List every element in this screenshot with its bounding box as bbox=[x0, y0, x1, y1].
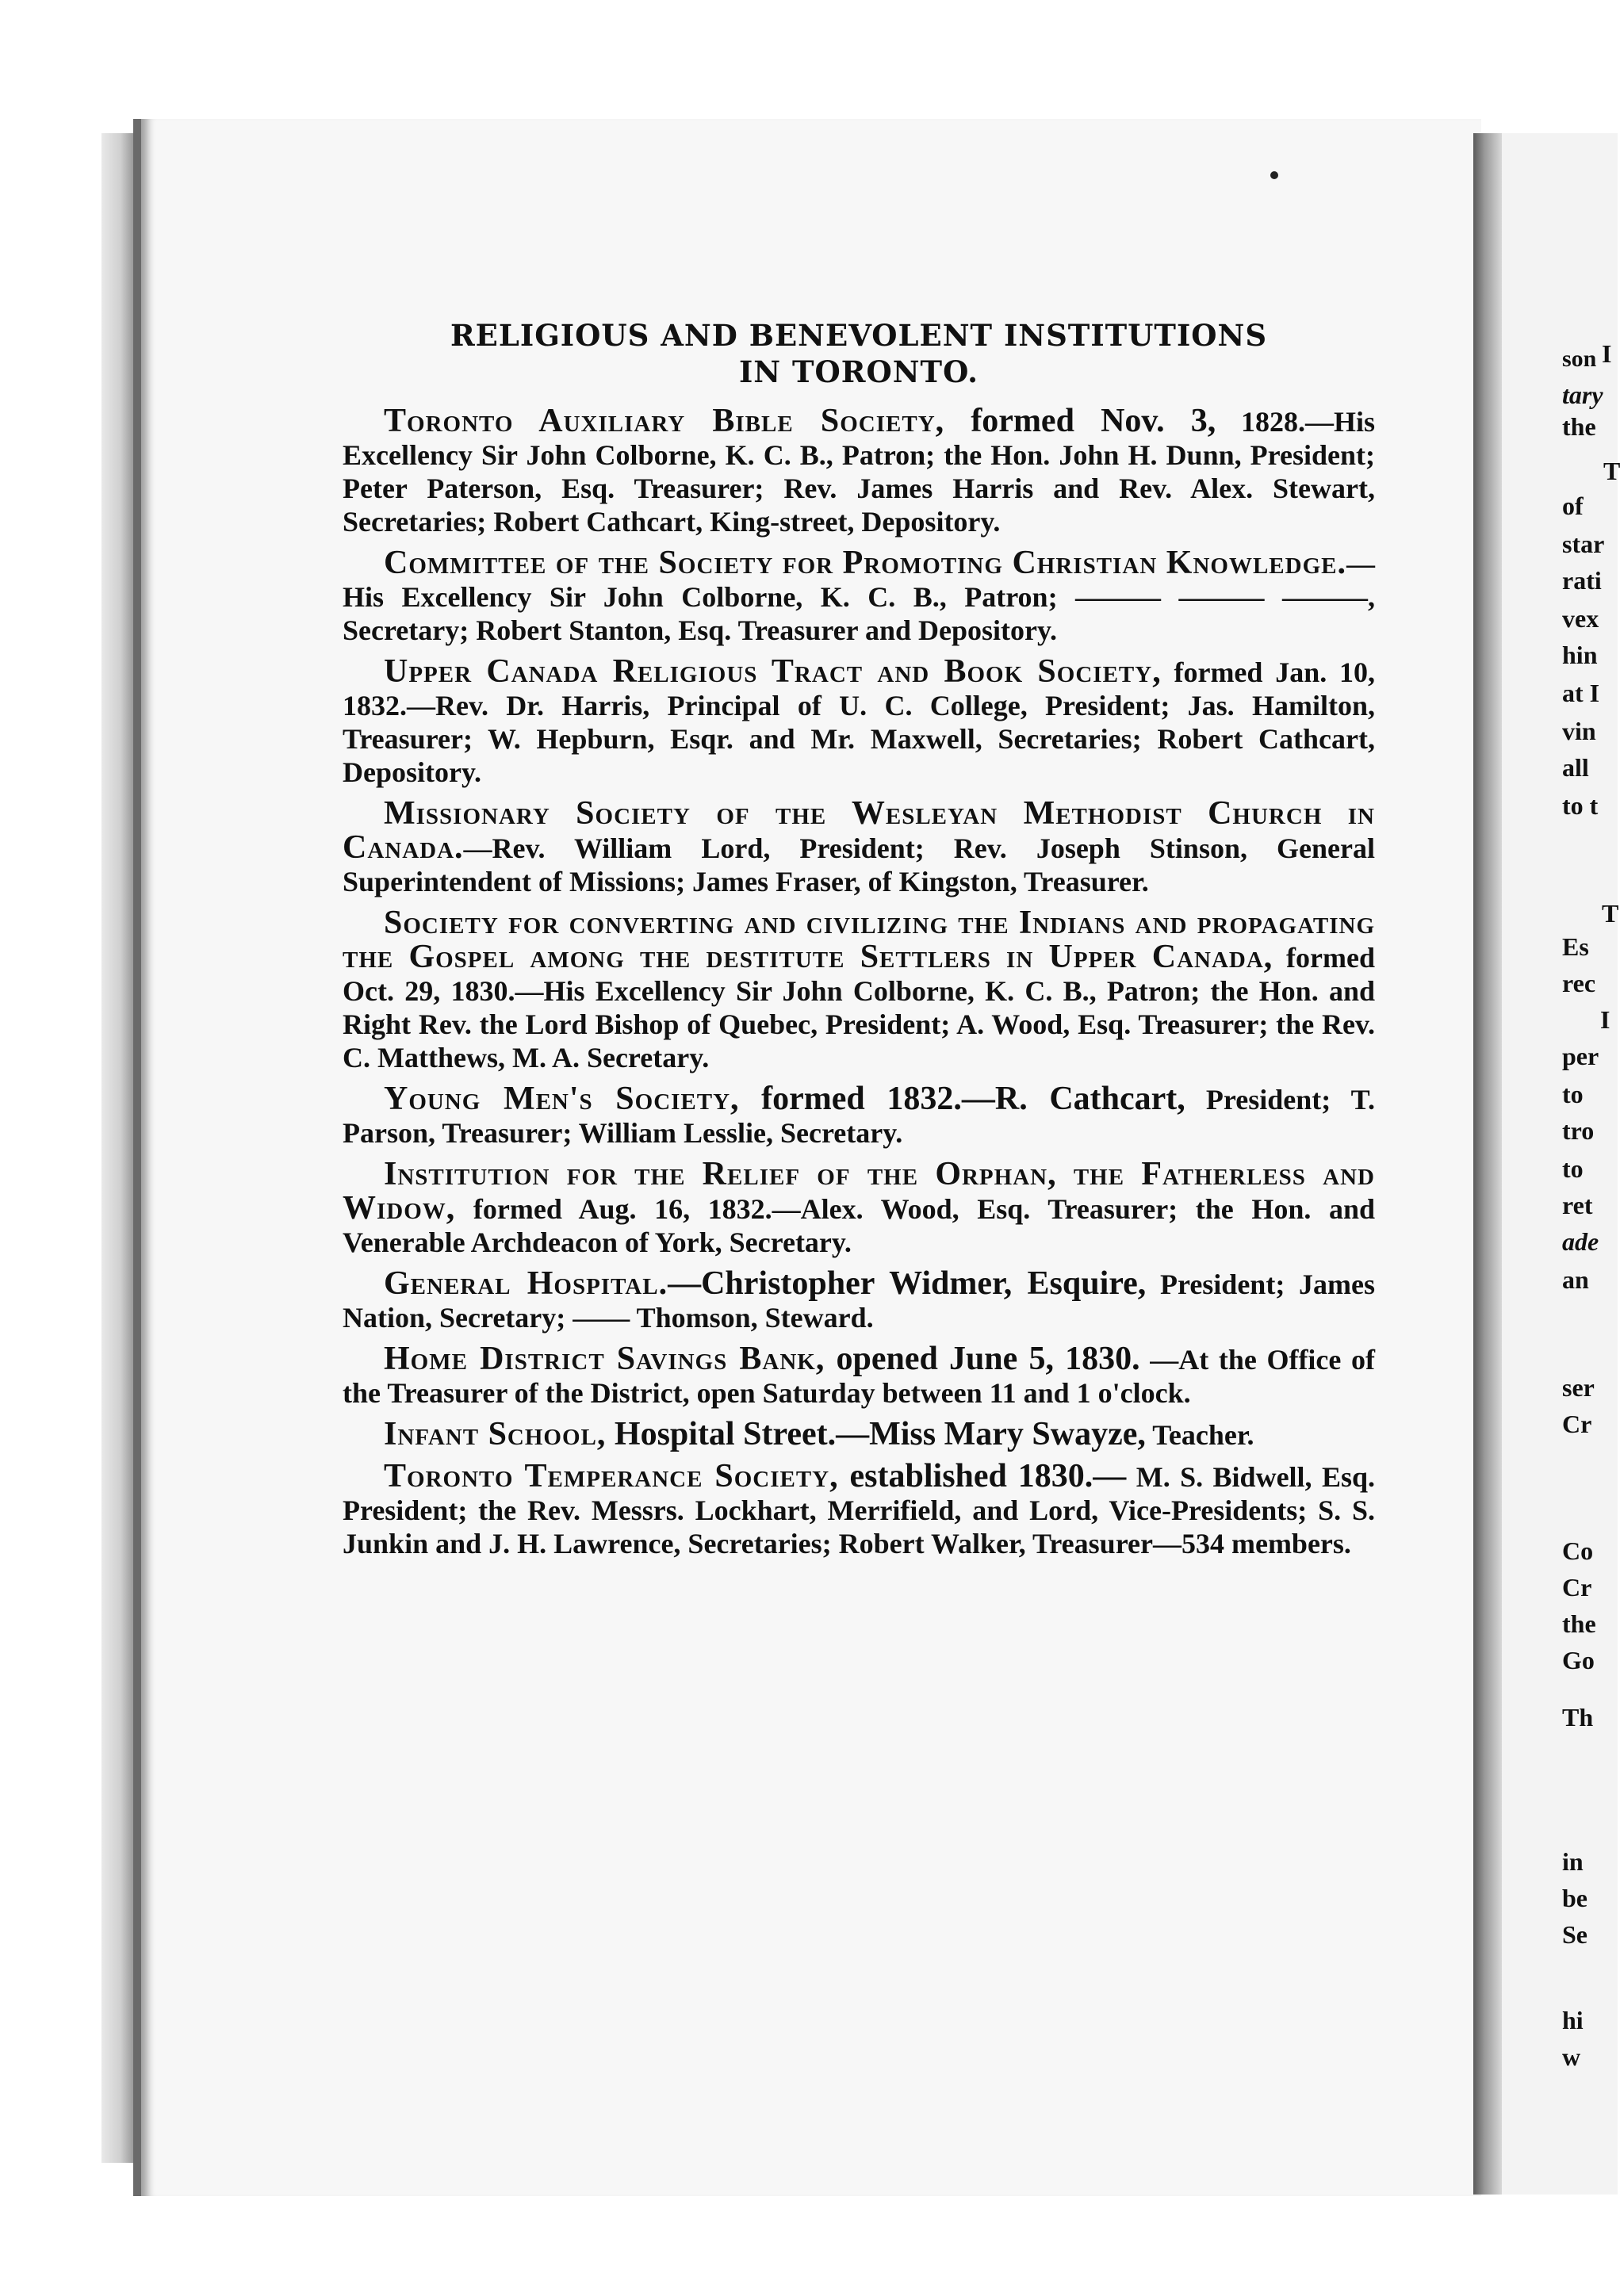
ink-speck bbox=[1270, 171, 1278, 179]
title-line: RELIGIOUS AND BENEVOLENT INSTITUTIONS bbox=[450, 318, 1268, 353]
facing-fragment: son bbox=[1562, 346, 1597, 372]
institution-lead: established 1830.— bbox=[838, 1458, 1127, 1494]
facing-fragment: ade bbox=[1562, 1227, 1599, 1256]
facing-fragment: I bbox=[1602, 339, 1612, 368]
facing-fragment: rec bbox=[1562, 969, 1596, 997]
facing-fragment: vin bbox=[1562, 717, 1596, 745]
facing-fragment: vex bbox=[1562, 604, 1599, 633]
institution-entry bbox=[343, 1158, 1375, 1259]
institution-entry bbox=[343, 1460, 1375, 1560]
facing-fragment: all bbox=[1562, 753, 1589, 782]
facing-fragment: T bbox=[1603, 457, 1620, 485]
institution-entry bbox=[343, 404, 1375, 538]
institution-name: Young Men's Society, bbox=[384, 1081, 740, 1117]
institution-name: Institution for the Relief of the Orphan, the Fatherless and Widow, bbox=[343, 1156, 1375, 1226]
institution-entry bbox=[343, 1342, 1375, 1410]
facing-fragment: of bbox=[1562, 492, 1584, 520]
institution-details: Teacher. bbox=[1145, 1419, 1254, 1451]
facing-fragment: star bbox=[1562, 530, 1605, 558]
page-title bbox=[343, 317, 1375, 390]
facing-fragment: the bbox=[1562, 1609, 1596, 1638]
facing-fragment: be bbox=[1562, 1884, 1587, 1912]
institution-entry bbox=[343, 1267, 1375, 1334]
institution-lead: formed Nov. 3, bbox=[944, 403, 1216, 439]
facing-page bbox=[1502, 133, 1618, 2195]
institution-details: formed Aug. 16, 1832.—Alex. Wood, Esq. Treasurer; the Hon. and Venerable Archdeacon of York, Secretary. bbox=[343, 1193, 1375, 1258]
facing-fragment: Co bbox=[1562, 1536, 1594, 1565]
facing-fragment: in bbox=[1562, 1847, 1584, 1876]
facing-fragment: an bbox=[1562, 1265, 1589, 1294]
facing-fragment: hin bbox=[1562, 641, 1598, 669]
facing-fragment: Cr bbox=[1562, 1410, 1592, 1438]
institution-details: formed Oct. 29, 1830.—His Excellency Sir John Colborne, K. C. B., Patron; the Hon. and Right Rev. the Lord Bishop of Quebec, President; A. Wood, Esq. Treasurer; the Rev. C. Matthews, M. A. Secretary. bbox=[343, 942, 1375, 1073]
institution-details: —Rev. William Lord, President; Rev. Joseph Stinson, General Superintendent of Missions; James Fraser, of Kingston, Treasurer. bbox=[343, 832, 1375, 897]
facing-fragment: Go bbox=[1562, 1646, 1595, 1674]
facing-fragment: Se bbox=[1562, 1920, 1587, 1949]
institution-lead: Hospital Street.—Miss Mary Swayze, bbox=[606, 1416, 1146, 1452]
preceding-page-edges bbox=[101, 133, 133, 2163]
facing-fragment: Es bbox=[1562, 932, 1589, 961]
institution-entry bbox=[343, 797, 1375, 898]
facing-fragment: hi bbox=[1562, 2006, 1584, 2034]
institution-lead: opened June 5, 1830. bbox=[825, 1341, 1140, 1377]
facing-fragment: rati bbox=[1562, 566, 1602, 595]
facing-fragment: Th bbox=[1562, 1703, 1594, 1732]
facing-fragment: ret bbox=[1562, 1191, 1593, 1219]
institution-lead: formed 1832.—R. Cathcart, bbox=[739, 1081, 1185, 1117]
institution-name: General Hospital. bbox=[384, 1265, 668, 1302]
institution-details: —His Excellency Sir John Colborne, K. C. B., Patron; ——— ——— ———, Secretary; Robert Stanton, Esq. Treasurer and Depository. bbox=[343, 548, 1375, 646]
institution-lead: —Christopher Widmer, Esquire, bbox=[668, 1265, 1147, 1302]
institution-name: Home District Savings Bank, bbox=[384, 1341, 825, 1377]
facing-fragment: tary bbox=[1562, 381, 1603, 409]
institution-details: M. S. Bidwell, Esq. President; the Rev. Messrs. Lockhart, Merrifield, and Lord, Vice-Presidents; S. S. Junkin and J. H. Lawrence, Secretaries; Robert Walker, Treasurer—534 members. bbox=[343, 1461, 1375, 1559]
facing-fragment: ser bbox=[1562, 1373, 1595, 1402]
facing-fragment: to bbox=[1562, 1154, 1584, 1183]
institution-name: Toronto Auxiliary Bible Society, bbox=[384, 403, 945, 439]
institution-name: Toronto Temperance Society, bbox=[384, 1458, 839, 1494]
facing-fragment: the bbox=[1562, 412, 1596, 441]
institution-details: President; James Nation, Secretary; —— Thomson, Steward. bbox=[343, 1269, 1375, 1334]
institution-details: President; T. Parson, Treasurer; William Lesslie, Secretary. bbox=[343, 1084, 1376, 1149]
book-gutter bbox=[1473, 133, 1502, 2195]
facing-fragment: at I bbox=[1562, 679, 1600, 707]
institution-name: Missionary Society of the Wesleyan Methodist Church in Canada. bbox=[343, 795, 1375, 866]
facing-fragment: w bbox=[1562, 2042, 1581, 2071]
institution-entry bbox=[343, 1082, 1375, 1150]
facing-fragment: T bbox=[1602, 899, 1619, 928]
institution-entry bbox=[343, 906, 1375, 1074]
institution-name: Upper Canada Religious Tract and Book Society, bbox=[384, 653, 1162, 690]
facing-fragment: to bbox=[1562, 1080, 1584, 1108]
facing-fragment: tro bbox=[1562, 1116, 1595, 1145]
institution-entry bbox=[343, 1418, 1375, 1452]
institution-name: Society for converting and civilizing the Indians and propagating the Gospel among the destitute Settlers in Upper Canada, bbox=[343, 905, 1375, 975]
institution-name: Committee of the Society for Promoting Christian Knowledge. bbox=[384, 545, 1346, 581]
institution-entry bbox=[343, 546, 1375, 647]
institution-details: formed Jan. 10, 1832.—Rev. Dr. Harris, Principal of U. C. College, President; Jas. Hamilton, Treasurer; W. Hepburn, Esqr. and Mr. Maxwell, Secretaries; Robert Cathcart, Depository. bbox=[343, 656, 1375, 788]
facing-fragment: to t bbox=[1562, 791, 1599, 820]
facing-fragment: Cr bbox=[1562, 1573, 1592, 1601]
institution-entry bbox=[343, 655, 1375, 789]
institution-details: —At the Office of the Treasurer of the District, open Saturday between 11 and 1 o'clock. bbox=[343, 1344, 1376, 1409]
institution-name: Infant School, bbox=[384, 1416, 607, 1452]
page-content bbox=[343, 317, 1375, 1568]
institution-details: 1828.—His Excellency Sir John Colborne, K. C. B., Patron; the Hon. John H. Dunn, President; Peter Paterson, Esq. Treasurer; Rev. James Harris and Rev. Alex. Stewart, Secretaries; Robert Cathcart, King-street, Depository. bbox=[343, 406, 1375, 538]
title-line: IN TORONTO. bbox=[738, 354, 979, 389]
facing-fragment: per bbox=[1562, 1042, 1599, 1070]
facing-fragment: I bbox=[1600, 1005, 1610, 1034]
